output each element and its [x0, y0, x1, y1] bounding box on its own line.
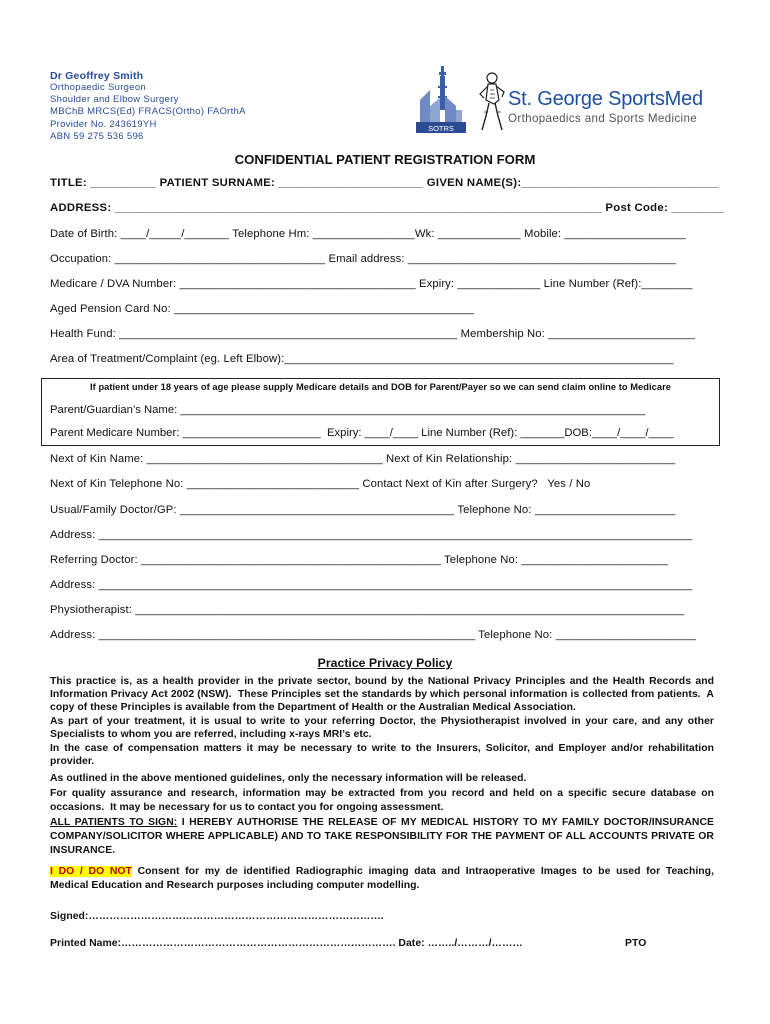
consent-choice-highlight[interactable]: I DO / DO NOT: [50, 866, 132, 877]
policy-line: provider.: [50, 756, 95, 767]
area-of-treatment-field[interactable]: Area of Treatment/Complaint (eg. Left Elbow):_____________________________________________________________: [50, 353, 674, 365]
sotrs-logo: [412, 66, 468, 134]
clinic-name: St. George SportsMed: [508, 88, 703, 110]
parent-guardian-name-field[interactable]: Parent/Guardian’s Name: __________________________________________________________________________: [50, 404, 646, 416]
authorise-statement: [50, 817, 714, 828]
consent-line: Medical Education and Research purposes including computer modelling.: [50, 880, 420, 891]
policy-line: Specialists to whom you are referred, including x-rays MRI’s etc.: [50, 729, 372, 740]
sotrs-logo-text: SOTRS: [428, 124, 454, 133]
medicare-dva-field[interactable]: Medicare / DVA Number: _____________________________________ Expiry: _____________ Line Number (Ref):________: [50, 278, 693, 290]
parent-medicare-field[interactable]: Parent Medicare Number: ______________________ Expiry: ____/____ Line Number (Ref): _______DOB:____/____/____: [50, 427, 674, 439]
consent-statement: [50, 866, 714, 877]
authorise-line: INSURANCE.: [50, 845, 116, 856]
title-surname-given-names-field[interactable]: TITLE: __________ PATIENT SURNAME: ______________________ GIVEN NAME(S):______________________________: [50, 177, 719, 189]
practitioner-details: [50, 70, 246, 143]
policy-line: In the case of compensation matters it may be necessary to write to the Insurers, Solicitor, and Employer and/or rehabilitation: [50, 743, 714, 754]
policy-line: occasions. It may be necessary for us to contact you for ongoing assessment.: [50, 802, 444, 813]
health-fund-field[interactable]: Health Fund: _____________________________________________________ Membership No: _______________________: [50, 328, 695, 340]
under-18-note: If patient under 18 years of age please supply Medicare details and DOB for Parent/Payer so we can send claim online to Medicare: [90, 382, 671, 392]
family-doctor-address-field[interactable]: Address: _____________________________________________________________________________________________: [50, 529, 693, 541]
policy-line: For quality assurance and research, information may be extracted from you record and held on a specific secure database on: [50, 788, 714, 799]
pto-label: PTO: [625, 938, 647, 949]
practitioner-title: Orthopaedic Surgeon: [50, 82, 147, 93]
physiotherapist-field[interactable]: Physiotherapist: ______________________________________________________________________________________: [50, 604, 685, 616]
family-doctor-field[interactable]: Usual/Family Doctor/GP: ___________________________________________ Telephone No: ______________________: [50, 504, 676, 516]
physiotherapist-address-field[interactable]: Address: ___________________________________________________________ Telephone No: ______________________: [50, 629, 697, 641]
printed-name-date-field[interactable]: Printed Name:……………………………………………………………………. Date: ……../………/………: [50, 938, 523, 949]
practitioner-specialty: Shoulder and Elbow Surgery: [50, 94, 179, 106]
policy-line: As part of your treatment, it is usual to write to your referring Doctor, the Physiotherapist involved in your care, and any other: [50, 716, 714, 727]
authorise-line: COMPANY/SOLICITOR WHERE APPLICABLE) AND TO TAKE RESPONSIBILITY FOR THE PAYMENT OF ALL ACCOUNTS PRIVATE OR: [50, 831, 714, 842]
practitioner-qualifications: MBChB MRCS(Ed) FRACS(Ortho) FAOrthA: [50, 106, 246, 118]
policy-line: Information Privacy Act 2002 (NSW). These Principles set the standards by which personal information is collected from patients. A: [50, 689, 714, 700]
clinic-tagline: Orthopaedics and Sports Medicine: [508, 112, 698, 125]
practitioner-abn: ABN 59 275 536 596: [50, 130, 144, 142]
privacy-policy-heading: Practice Privacy Policy: [317, 656, 453, 670]
address-postcode-field[interactable]: ADDRESS: __________________________________________________________________________ Post Code: ________: [50, 202, 725, 214]
practitioner-name: Dr Geoffrey Smith: [50, 70, 144, 82]
sportsmed-runner-icon: [476, 72, 510, 134]
referring-doctor-field[interactable]: Referring Doctor: _______________________________________________ Telephone No: _______________________: [50, 554, 669, 566]
dob-telephone-field[interactable]: Date of Birth: ____/_____/_______ Telephone Hm: ________________Wk: _____________ Mobile: ___________________: [50, 228, 686, 240]
signed-field[interactable]: Signed:………………………………………………………………………….: [50, 911, 384, 922]
next-of-kin-name-field[interactable]: Next of Kin Name: _____________________________________ Next of Kin Relationship: _________________________: [50, 453, 676, 465]
policy-line: copy of these Principles is available from the Department of Health or the Australian Medical Association.: [50, 702, 576, 713]
policy-line: As outlined in the above mentioned guidelines, only the necessary information will be released.: [50, 773, 527, 784]
consent-text: Consent for my de identified Radiographic imaging data and Intraoperative Images to be used for Teaching,: [131, 866, 715, 877]
next-of-kin-telephone-field[interactable]: Next of Kin Telephone No: ___________________________ Contact Next of Kin after Surgery? Yes / No: [50, 478, 591, 490]
aged-pension-field[interactable]: Aged Pension Card No: _______________________________________________: [50, 303, 475, 315]
practitioner-provider-no: Provider No. 243619YH: [50, 118, 157, 130]
all-patients-to-sign-label: ALL PATIENTS TO SIGN:: [50, 817, 178, 828]
referring-doctor-address-field[interactable]: Address: _____________________________________________________________________________________________: [50, 579, 693, 591]
occupation-email-field[interactable]: Occupation: _________________________________ Email address: __________________________________________: [50, 253, 676, 265]
authorise-text: I HEREBY AUTHORISE THE RELEASE OF MY MEDICAL HISTORY TO MY FAMILY DOCTOR/INSURANCE: [177, 817, 714, 828]
parent-guardian-box: [41, 378, 720, 446]
policy-line: This practice is, as a health provider in the private sector, bound by the National Privacy Principles and the Health Records and: [50, 676, 714, 687]
form-title: CONFIDENTIAL PATIENT REGISTRATION FORM: [234, 152, 536, 167]
